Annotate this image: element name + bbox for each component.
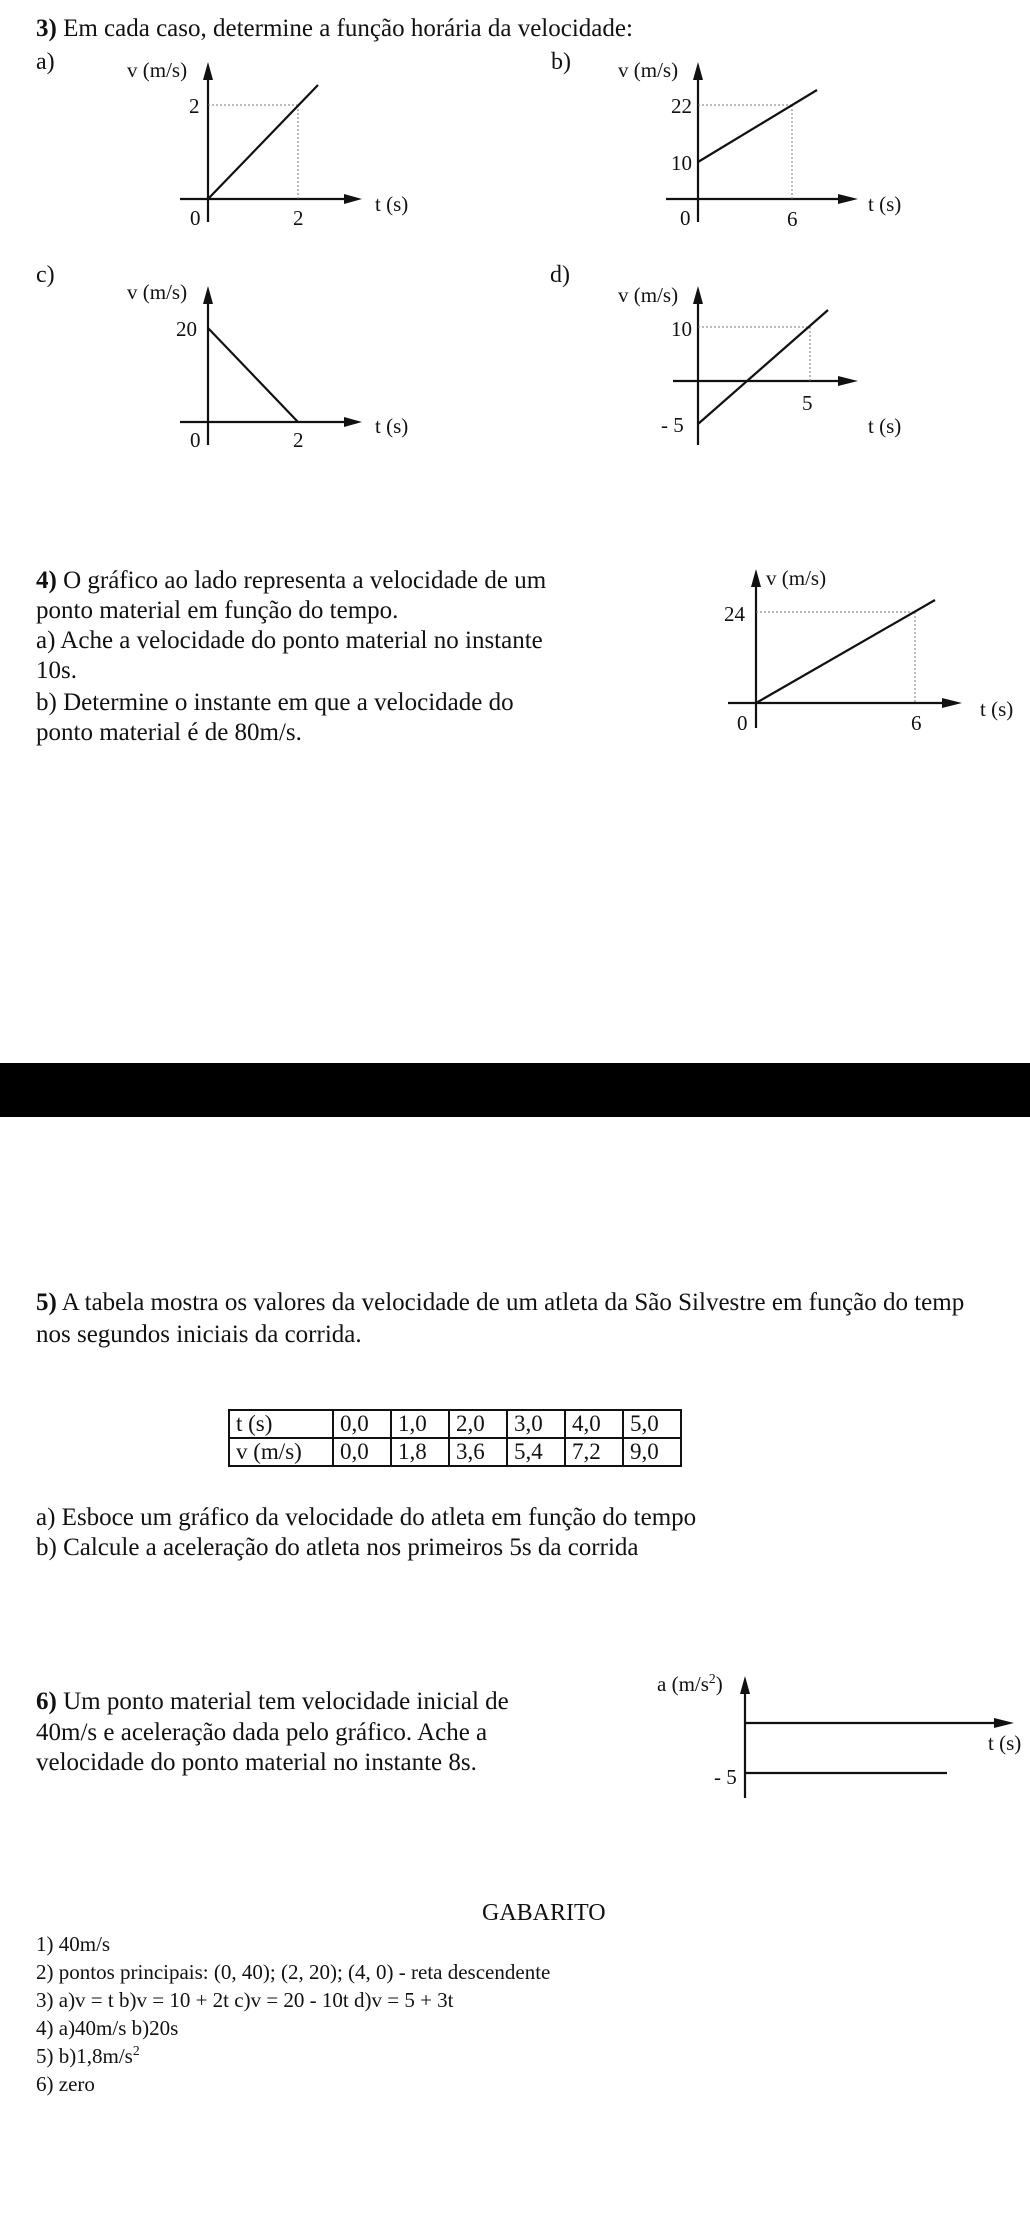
q4-ylabel: v (m/s) [766, 566, 827, 590]
q3a-letter: a) [36, 49, 55, 75]
q6-ylabel: a $(m/s^2)$ [657, 1671, 723, 1696]
q3d-letter: d) [550, 262, 570, 288]
q3c-ytick: 20 [176, 317, 197, 341]
table-header-t: t (s) [229, 1410, 333, 1438]
q3b-xtick: 6 [787, 207, 798, 231]
q5-line-1: 5) A tabela mostra os valores da velocidade de um atleta da São Silvestre em função do temp [36, 1289, 965, 1316]
q6-line-2: 40m/s e aceleração dada pelo gráfico. Ache a [36, 1719, 488, 1746]
q5-number: 5) [36, 1289, 57, 1316]
q3a-ylabel: v (m/s) [127, 58, 188, 82]
table-cell: 4,0 [565, 1410, 623, 1438]
q4-line-1: 4) O gráfico ao lado representa a velocidade de um [36, 567, 547, 594]
q4-line-2: ponto material em função do tempo. [36, 597, 399, 624]
q4-number: 4) [36, 567, 57, 594]
q3b-ylabel: v (m/s) [618, 58, 679, 82]
q6-number: 6) [36, 1688, 57, 1715]
q4-line-3: a) Ache a velocidade do ponto material no instante [36, 627, 543, 654]
q3d-ytick-neg5: - 5 [661, 413, 684, 437]
answer-1: 1) 40m/s [36, 1932, 111, 1956]
q6-y-arrow [740, 1676, 750, 1694]
table-cell: 0,0 [333, 1410, 391, 1438]
q3d-xlabel: t (s) [868, 414, 902, 438]
table-cell: 5,4 [507, 1438, 565, 1466]
table-cell: 2,0 [449, 1410, 507, 1438]
q3c-letter: c) [36, 262, 55, 288]
q6-line-1: 6) Um ponto material tem velocidade inicial de [36, 1688, 509, 1715]
q5-line-2: nos segundos iniciais da corrida. [36, 1321, 362, 1348]
table-cell: 1,8 [391, 1438, 449, 1466]
answer-4: 4) a)40m/s b)20s [36, 2016, 179, 2040]
q6-line-3: velocidade do ponto material no instante 8s. [36, 1749, 477, 1776]
q4-xtick: 6 [911, 711, 922, 735]
table-cell: 9,0 [623, 1438, 681, 1466]
table-cell: 5,0 [623, 1410, 681, 1438]
q6-ytick: - 5 [714, 1765, 737, 1789]
q5-item-a: a) Esboce um gráfico da velocidade do atleta em função do tempo [36, 1504, 697, 1531]
q3d-xtick: 5 [802, 391, 813, 415]
table-header-v: v (m/s) [229, 1438, 333, 1466]
q6-x-arrow [994, 1718, 1014, 1728]
table-cell: 1,0 [391, 1410, 449, 1438]
q3a-ytick: 2 [189, 94, 200, 118]
q4-ytick: 24 [724, 602, 745, 626]
answer-2: 2) pontos principais: (0, 40); (2, 20); (4, 0) - reta descendente [36, 1960, 551, 1984]
q3c-xtick: 2 [293, 428, 304, 452]
q3-text: Em cada caso, determine a função horária da velocidade: [56, 15, 633, 42]
answer-6: 6) zero [36, 2072, 95, 2096]
table-cell: 3,0 [507, 1410, 565, 1438]
q3a-origin: 0 [190, 206, 201, 230]
q4-line-5: b) Determine o instante em que a velocidade do [36, 689, 514, 716]
q3b-origin: 0 [680, 206, 691, 230]
q4-line-6: ponto material é de 80m/s. [36, 719, 302, 746]
q3a-xtick: 2 [293, 206, 304, 230]
table-cell: 7,2 [565, 1438, 623, 1466]
table-cell: 3,6 [449, 1438, 507, 1466]
q3d-ylabel: v (m/s) [618, 283, 679, 307]
q3d-ytick-10: 10 [671, 317, 692, 341]
answer-3: 3) a)v = t b)v = 10 + 2t c)v = 20 - 10t d)v = 5 + 3t [36, 1988, 454, 2012]
q3b-xlabel: t (s) [868, 192, 902, 216]
q3b-ytick-22: 22 [671, 94, 692, 118]
q3b-ytick-10: 10 [671, 151, 692, 175]
q3c-xlabel: t (s) [375, 414, 409, 438]
q6-xlabel: t (s) [988, 1731, 1022, 1755]
q4-xlabel: t (s) [980, 697, 1014, 721]
q3-number: 3) [36, 15, 57, 42]
q4-origin: 0 [737, 711, 748, 735]
answer-5: 5) $b)1,8m/s^2$ [36, 2043, 140, 2068]
q3c-origin: 0 [190, 428, 201, 452]
table-cell: 0,0 [333, 1438, 391, 1466]
q3a-xlabel: t (s) [375, 192, 409, 216]
q3b-letter: b) [551, 49, 571, 75]
q4-line-4: 10s. [36, 657, 77, 684]
q3c-ylabel: v (m/s) [127, 280, 188, 304]
gabarito-title: GABARITO [482, 1900, 606, 1926]
q5-item-b: b) Calcule a aceleração do atleta nos primeiros 5s da corrida [36, 1534, 639, 1561]
